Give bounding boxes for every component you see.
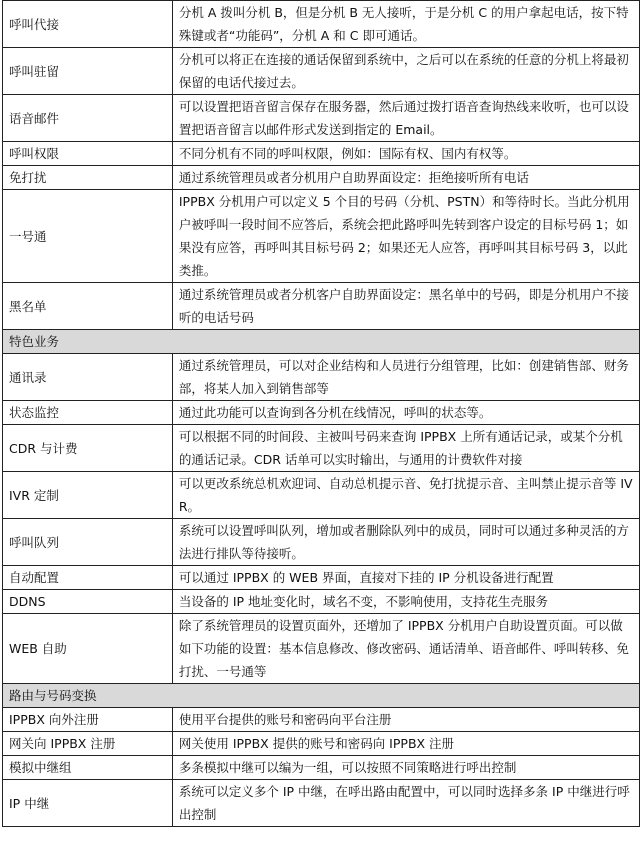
table-row xyxy=(3,472,640,519)
feature-name-cell: 自动配置 xyxy=(3,566,173,590)
table-row xyxy=(3,142,640,166)
feature-description-cell: IPPBX 分机用户可以定义 5 个目的号码（分机、PSTN）和等待时长。当此分机用户被呼叫一段时间不应答后，系统会把此路呼叫先转到客户设定的目标号码 1；如果没有应答，再呼叫其目标号码 2；如果还无人应答，再呼叫其目标号码 3，以此类推。 xyxy=(172,190,639,283)
section-header-row xyxy=(3,330,640,354)
feature-description-cell: 网关使用 IPPBX 提供的账号和密码向 IPPBX 注册 xyxy=(172,732,639,756)
feature-description-cell: 除了系统管理员的设置页面外，还增加了 IPPBX 分机用户自助设置页面。可以做如下功能的设置：基本信息修改、修改密码、通话清单、语音邮件、呼叫转移、免打扰、一号通等 xyxy=(172,614,639,684)
feature-name-cell: 模拟中继组 xyxy=(3,756,173,780)
feature-description-cell: 系统可以设置呼叫队列，增加或者删除队列中的成员，同时可以通过多种灵活的方法进行排队等待接听。 xyxy=(172,519,639,566)
feature-description-cell: 系统可以定义多个 IP 中继，在呼出路由配置中，可以同时选择多条 IP 中继进行呼出控制 xyxy=(172,780,639,827)
table-row xyxy=(3,48,640,95)
table-row xyxy=(3,780,640,827)
feature-name-cell: 呼叫权限 xyxy=(3,142,173,166)
feature-table-body xyxy=(3,1,640,827)
table-row xyxy=(3,166,640,190)
feature-description-cell: 可以设置把语音留言保存在服务器，然后通过拨打语音查询热线来收听，也可以设置把语音留言以邮件形式发送到指定的 Email。 xyxy=(172,95,639,142)
feature-name-cell: 呼叫驻留 xyxy=(3,48,173,95)
feature-description-cell: 可以更改系统总机欢迎词、自动总机提示音、免打扰提示音、主叫禁止提示音等 IVR。 xyxy=(172,472,639,519)
feature-name-cell: IP 中继 xyxy=(3,780,173,827)
feature-table xyxy=(2,0,640,827)
table-row xyxy=(3,708,640,732)
table-row xyxy=(3,519,640,566)
feature-description-cell: 通过系统管理员或者分机客户自助界面设定：黑名单中的号码，即是分机用户不接听的电话号码 xyxy=(172,283,639,330)
feature-description-cell: 分机 A 拨叫分机 B，但是分机 B 无人接听，于是分机 C 的用户拿起电话，按下特殊键或者“功能码”，分机 A 和 C 即可通话。 xyxy=(172,1,639,48)
feature-name-cell: CDR 与计费 xyxy=(3,425,173,472)
table-row xyxy=(3,401,640,425)
table-row xyxy=(3,190,640,283)
section-header-row xyxy=(3,684,640,708)
table-row xyxy=(3,566,640,590)
table-row xyxy=(3,756,640,780)
feature-description-cell: 通过系统管理员或者分机用户自助界面设定：拒绝接听所有电话 xyxy=(172,166,639,190)
table-row xyxy=(3,1,640,48)
feature-description-cell: 使用平台提供的账号和密码向平台注册 xyxy=(172,708,639,732)
section-title: 特色业务 xyxy=(3,330,640,354)
table-row xyxy=(3,95,640,142)
feature-description-cell: 可以通过 IPPBX 的 WEB 界面，直接对下挂的 IP 分机设备进行配置 xyxy=(172,566,639,590)
feature-description-cell: 分机可以将正在连接的通话保留到系统中，之后可以在系统的任意的分机上将最初保留的电话代接过去。 xyxy=(172,48,639,95)
feature-name-cell: 黑名单 xyxy=(3,283,173,330)
feature-description-cell: 通过此功能可以查询到各分机在线情况，呼叫的状态等。 xyxy=(172,401,639,425)
table-row xyxy=(3,283,640,330)
feature-description-cell: 可以根据不同的时间段、主被叫号码来查询 IPPBX 上所有通话记录，或某个分机的通话记录。CDR 话单可以实时输出，与通用的计费软件对接 xyxy=(172,425,639,472)
feature-name-cell: 呼叫代接 xyxy=(3,1,173,48)
feature-name-cell: 通讯录 xyxy=(3,354,173,401)
feature-name-cell: 一号通 xyxy=(3,190,173,283)
feature-name-cell: WEB 自助 xyxy=(3,614,173,684)
feature-description-cell: 通过系统管理员，可以对企业结构和人员进行分组管理，比如：创建销售部、财务部，将某人加入到销售部等 xyxy=(172,354,639,401)
feature-name-cell: IPPBX 向外注册 xyxy=(3,708,173,732)
feature-name-cell: 网关向 IPPBX 注册 xyxy=(3,732,173,756)
feature-name-cell: IVR 定制 xyxy=(3,472,173,519)
section-title: 路由与号码变换 xyxy=(3,684,640,708)
feature-description-cell: 不同分机有不同的呼叫权限，例如：国际有权、国内有权等。 xyxy=(172,142,639,166)
table-row xyxy=(3,425,640,472)
feature-name-cell: 呼叫队列 xyxy=(3,519,173,566)
table-row xyxy=(3,354,640,401)
feature-description-cell: 当设备的 IP 地址变化时，域名不变，不影响使用，支持花生壳服务 xyxy=(172,590,639,614)
table-row xyxy=(3,732,640,756)
feature-name-cell: 免打扰 xyxy=(3,166,173,190)
feature-name-cell: 状态监控 xyxy=(3,401,173,425)
feature-name-cell: 语音邮件 xyxy=(3,95,173,142)
feature-name-cell: DDNS xyxy=(3,590,173,614)
table-row xyxy=(3,614,640,684)
table-row xyxy=(3,590,640,614)
feature-description-cell: 多条模拟中继可以编为一组，可以按照不同策略进行呼出控制 xyxy=(172,756,639,780)
